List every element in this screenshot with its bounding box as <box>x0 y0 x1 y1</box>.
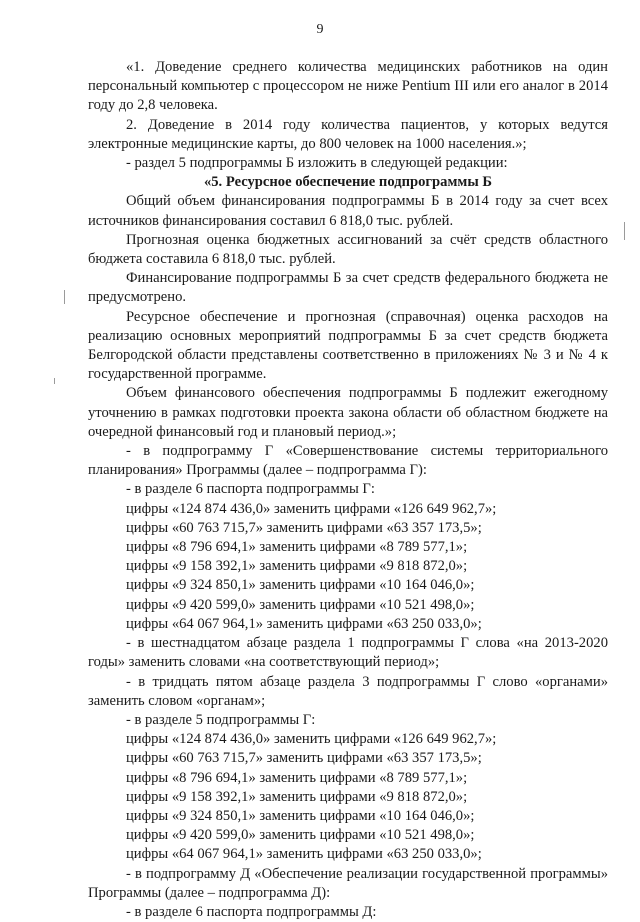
paragraph: Ресурсное обеспечение и прогнозная (справочная) оценка расходов на реализацию основных мероприятий подпрограммы Б за счет средств бюджета Белгородской области представлены соответственно в приложениях № 3 и № 4 к государственной программе. <box>88 308 608 383</box>
list-item: цифры «9 158 392,1» заменить цифрами «9 818 872,0»; <box>126 558 468 575</box>
paragraph: - в тридцать пятом абзаце раздела 3 подпрограммы Г слово «органами» заменить словом «органам»; <box>88 673 608 709</box>
paragraph: - в шестнадцатом абзаце раздела 1 подпрограммы Г слова «на 2013-2020 годы» заменить словами «на соответствующий период»; <box>88 635 608 671</box>
paragraph: Финансирование подпрограммы Б за счет средств федерального бюджета не предусмотрено. <box>88 270 608 306</box>
paragraph: «1. Доведение среднего количества медицинских работников на один персональный компьютер с процессором не ниже Pentium III или его аналог в 2014 году до 2,8 человека. <box>88 59 608 114</box>
document-body <box>88 58 608 922</box>
list-item: цифры «8 796 694,1» заменить цифрами «8 789 577,1»; <box>126 539 468 556</box>
paragraph: Прогнозная оценка бюджетных ассигнований за счёт средств областного бюджета составила 6 818,0 тыс. рублей. <box>88 231 608 268</box>
list-item: цифры «124 874 436,0» заменить цифрами «126 649 962,7»; <box>126 731 497 748</box>
paragraph: Общий объем финансирования подпрограммы Б в 2014 году за счет всех источников финансирования составил 6 818,0 тыс. рублей. <box>88 193 608 229</box>
paragraph: - раздел 5 подпрограммы Б изложить в следующей редакции: <box>126 155 508 172</box>
scan-mark-right <box>624 222 625 240</box>
list-item: - в разделе 6 паспорта подпрограммы Г: <box>126 481 375 498</box>
list-item: цифры «8 796 694,1» заменить цифрами «8 789 577,1»; <box>126 769 468 786</box>
list-item: цифры «9 158 392,1» заменить цифрами «9 818 872,0»; <box>126 788 468 805</box>
list-item: - в разделе 5 подпрограммы Г: <box>126 711 316 728</box>
list-item: цифры «124 874 436,0» заменить цифрами «126 649 962,7»; <box>126 500 497 517</box>
list-item: цифры «60 763 715,7» заменить цифрами «63 357 173,5»; <box>126 519 482 536</box>
list-item: цифры «9 420 599,0» заменить цифрами «10 521 498,0»; <box>126 596 475 613</box>
page-number: 9 <box>316 22 324 37</box>
scan-mark-left-small <box>54 378 55 384</box>
paragraph: - в подпрограмму Г «Совершенствование системы территориального планирования» Программы (далее – подпрограмма Г): <box>88 443 608 479</box>
list-item: цифры «9 420 599,0» заменить цифрами «10 521 498,0»; <box>126 827 475 844</box>
paragraph: Объем финансового обеспечения подпрограммы Б подлежит ежегодному уточнению в рамках подготовки проекта закона области об областном бюджете на очередной финансовый год и плановый период.»; <box>88 385 608 440</box>
list-item: - в разделе 6 паспорта подпрограммы Д: <box>126 903 377 920</box>
list-item: цифры «64 067 964,1» заменить цифрами «63 250 033,0»; <box>126 846 482 863</box>
list-item: цифры «60 763 715,7» заменить цифрами «63 357 173,5»; <box>126 750 482 767</box>
scan-mark-left <box>64 290 65 304</box>
list-item: цифры «9 324 850,1» заменить цифрами «10 164 046,0»; <box>126 807 475 824</box>
list-item: цифры «64 067 964,1» заменить цифрами «63 250 033,0»; <box>126 615 482 632</box>
paragraph: - в подпрограмму Д «Обеспечение реализации государственной программы» Программы (далее – подпрограмма Д): <box>88 865 608 901</box>
section-heading: «5. Ресурсное обеспечение подпрограммы Б <box>203 174 493 191</box>
list-item: цифры «9 324 850,1» заменить цифрами «10 164 046,0»; <box>126 577 475 594</box>
paragraph: 2. Доведение в 2014 году количества пациентов, у которых ведутся электронные медицинские карты, до 800 человек на 1000 населения.»; <box>88 116 608 152</box>
